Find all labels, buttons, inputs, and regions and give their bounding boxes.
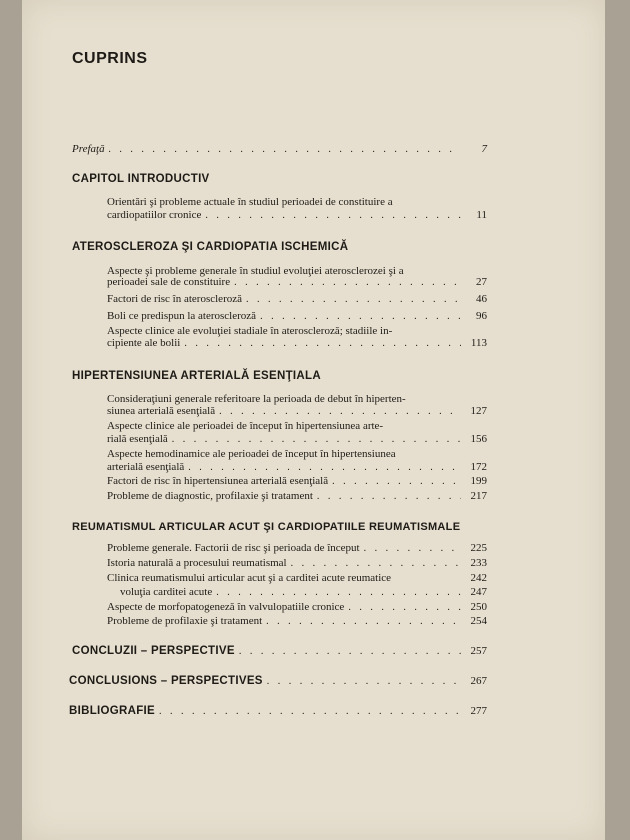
section-heading: REUMATISMUL ARTICULAR ACUT ŞI CARDIOPATIILE REUMATISMALE (72, 521, 461, 533)
toc-entry-label: arterială esenţială (107, 461, 185, 473)
toc-page-number: 257 (470, 645, 487, 657)
toc-page-number: 267 (470, 675, 487, 687)
toc-entry-label: Aspecte de morfopatogeneză în valvulopatiile cronice (107, 601, 345, 613)
toc-entry (107, 293, 487, 306)
toc-entry (69, 675, 487, 688)
toc-entry (107, 461, 487, 474)
dot-leader (332, 475, 461, 488)
toc-entry (107, 433, 487, 446)
toc-entry-label: Probleme de profilaxie şi tratament (107, 615, 263, 627)
toc-entry (69, 705, 487, 718)
toc-page-number: 113 (470, 337, 487, 349)
toc-entry-label: perioadei sale de constituire (107, 276, 231, 288)
section-heading: BIBLIOGRAFIE (69, 705, 156, 717)
toc-entry-label: cardiopatiilor cronice (107, 209, 202, 221)
dot-leader (291, 557, 461, 570)
dot-leader (239, 645, 461, 658)
toc-entry-line: Aspecte clinice ale evoluţiei stadiale în ateroscleroză; stadiile in- (107, 325, 393, 337)
toc-entry-label: Factori de risc în hipertensiunea arterială esenţială (107, 475, 329, 487)
toc-entry (107, 490, 487, 503)
toc-page-number: 250 (470, 601, 487, 613)
dot-leader (246, 293, 461, 306)
toc-entry-label: Istoria naturală a procesului reumatismal (107, 557, 287, 569)
dot-leader (172, 433, 461, 446)
toc-entry-line: Orientări şi probleme actuale în studiul perioadei de constituire a (107, 196, 393, 208)
toc-page-number: 172 (470, 461, 487, 473)
toc-page-number: 254 (470, 615, 487, 627)
dot-leader (188, 461, 461, 474)
toc-entry (107, 601, 487, 614)
dot-leader (364, 542, 461, 555)
dot-leader (260, 310, 461, 323)
toc-entry (107, 475, 487, 488)
toc-entry-label: rială esenţială (107, 433, 168, 445)
toc-entry (107, 572, 487, 585)
toc-entry-label: voluţia carditei acute (120, 586, 213, 598)
toc-entry-line: Aspecte şi probleme generale în studiul evoluţiei aterosclerozei şi a (107, 265, 404, 277)
toc-page-number: 247 (470, 586, 487, 598)
toc-page-number: 7 (481, 143, 487, 155)
dot-leader (159, 705, 461, 718)
toc-entry-label: siunea arterială esenţială (107, 405, 216, 417)
dot-leader (219, 405, 461, 418)
dot-leader (348, 601, 461, 614)
section-heading: CAPITOL INTRODUCTIV (72, 173, 210, 185)
toc-entry (107, 276, 487, 289)
toc-page-number: 217 (470, 490, 487, 502)
toc-page-number: 27 (476, 276, 487, 288)
toc-entry (107, 542, 487, 555)
toc-entry (107, 337, 487, 350)
toc-entry-preface (72, 143, 487, 156)
dot-leader (267, 675, 461, 688)
toc-page-number: 96 (476, 310, 487, 322)
section-heading: HIPERTENSIUNEA ARTERIALĂ ESENŢIALA (72, 370, 321, 382)
toc-page-number: 277 (470, 705, 487, 717)
toc-entry-line: Aspecte clinice ale perioadei de început în hipertensiunea arte- (107, 420, 384, 432)
toc-entry-label: Probleme generale. Factorii de risc şi perioada de început (107, 542, 360, 554)
toc-page-number: 225 (470, 542, 487, 554)
toc-entry-label: Factori de risc în ateroscleroză (107, 293, 242, 305)
dot-leader (266, 615, 461, 628)
toc-entry-label: cipiente ale bolii (107, 337, 181, 349)
toc-entry (72, 645, 487, 658)
section-heading: CONCLUZII – PERSPECTIVE (72, 645, 235, 657)
toc-entry (107, 405, 487, 418)
toc-page-number: 127 (470, 405, 487, 417)
toc-page-number: 242 (470, 572, 487, 584)
toc-entry-label: Boli ce predispun la ateroscleroză (107, 310, 257, 322)
section-heading: CONCLUSIONS – PERSPECTIVES (69, 675, 263, 687)
dot-leader (317, 490, 461, 503)
toc-entry-label: Prefaţă (72, 143, 105, 155)
section-heading: ATEROSCLEROZA ŞI CARDIOPATIA ISCHEMICĂ (72, 241, 349, 253)
toc-entry (107, 615, 487, 628)
dot-leader (234, 276, 461, 289)
dot-leader (216, 586, 461, 599)
toc-page-number: 156 (470, 433, 487, 445)
toc-entry (107, 310, 487, 323)
toc-entry (107, 557, 487, 570)
toc-entry-line: Aspecte hemodinamice ale perioadei de început în hipertensiunea (107, 448, 396, 460)
toc-entry-line: Consideraţiuni generale referitoare la perioada de debut în hiperten- (107, 393, 406, 405)
toc-page-number: 46 (476, 293, 487, 305)
book-page (22, 0, 605, 840)
toc-entry-label: Clinica reumatismului articular acut şi a carditei acute reumatice (107, 572, 392, 584)
toc-page-number: 199 (470, 475, 487, 487)
toc-entry-label: Probleme de diagnostic, profilaxie şi tratament (107, 490, 313, 502)
dot-leader (184, 337, 461, 350)
dot-leader (109, 143, 461, 156)
toc-entry (107, 209, 487, 222)
toc-page-number: 11 (476, 209, 487, 221)
toc-page-number: 233 (470, 557, 487, 569)
toc-entry (120, 586, 487, 599)
page-title: CUPRINS (72, 50, 148, 67)
dot-leader (205, 209, 461, 222)
